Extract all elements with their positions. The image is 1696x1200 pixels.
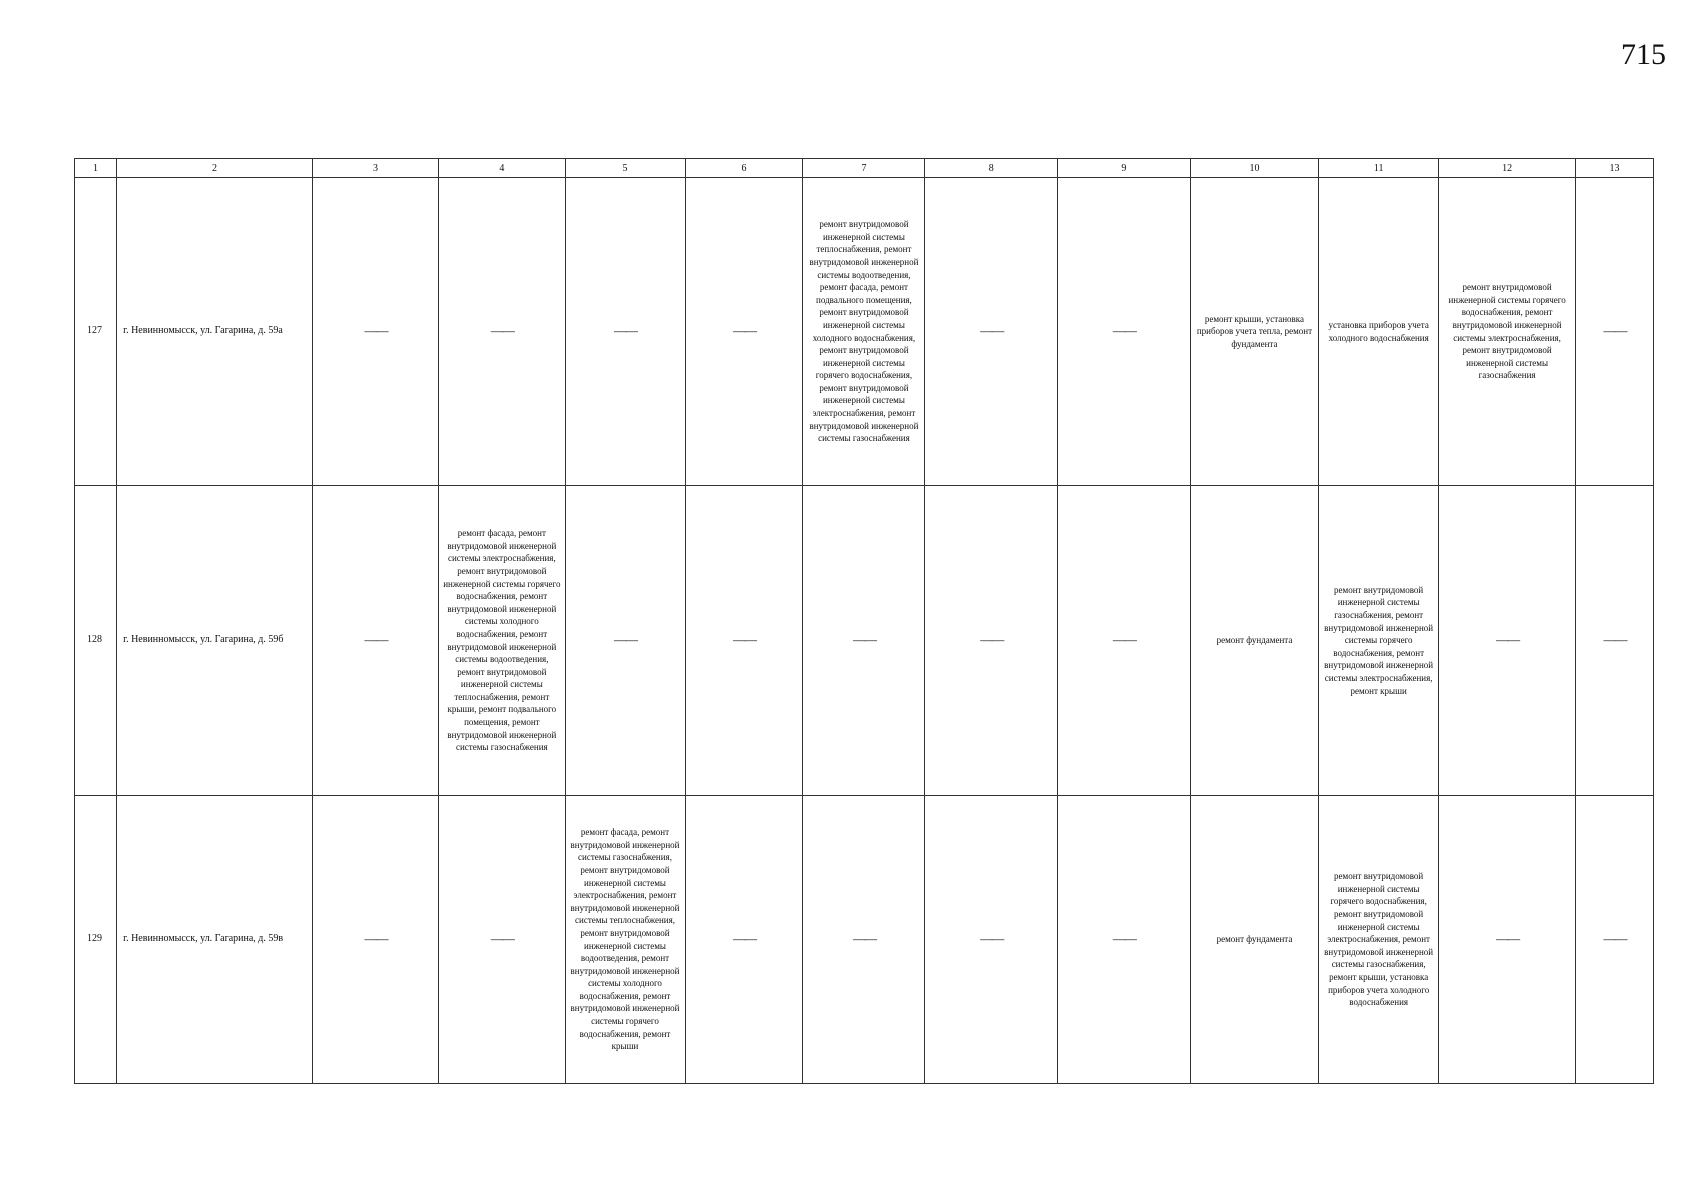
table-row [75,486,1654,796]
column-header: 13 [1576,159,1654,178]
row-number: 129 [75,796,117,1084]
repair-works-cell: ремонт фундамента [1190,486,1318,796]
repair-works-cell: ремонт внутридомовой инженерной системы газоснабжения, ремонт внутридомовой инженерной системы горячего водоснабжения, ремонт внутридомовой инженерной системы электроснабжения, ремонт крыши [1319,486,1439,796]
address-cell: г. Невинномысск, ул. Гагарина, д. 59б [117,486,313,796]
repair-works-cell: ремонт внутридомовой инженерной системы теплоснабжения, ремонт внутридомовой инженерной системы водоотведения, ремонт фасада, ремонт подвального помещения, ремонт внутридомовой инженерной системы холодного водоснабжения, ремонт внутридомовой инженерной системы горячего водоснабжения, ремонт внутридомовой инженерной системы электроснабжения, ремонт внутридомовой инженерной системы газоснабжения [803,178,925,486]
table-row [75,178,1654,486]
repair-plan-table-wrapper [74,158,1654,1084]
empty-dash-cell: —— [312,796,438,1084]
column-header: 7 [803,159,925,178]
empty-dash-cell: —— [1439,796,1576,1084]
repair-works-cell: установка приборов учета холодного водоснабжения [1319,178,1439,486]
empty-dash-cell: —— [685,178,803,486]
empty-dash-cell: —— [1058,486,1191,796]
empty-dash-cell: —— [439,796,565,1084]
row-number: 127 [75,178,117,486]
empty-dash-cell: —— [685,486,803,796]
column-header: 12 [1439,159,1576,178]
repair-works-cell: ремонт внутридомовой инженерной системы горячего водоснабжения, ремонт внутридомовой инженерной системы электроснабжения, ремонт внутридомовой инженерной системы газоснабжения, ремонт крыши, установка приборов учета холодного водоснабжения [1319,796,1439,1084]
repair-works-cell: ремонт фундамента [1190,796,1318,1084]
address-cell: г. Невинномысск, ул. Гагарина, д. 59в [117,796,313,1084]
address-cell: г. Невинномысск, ул. Гагарина, д. 59а [117,178,313,486]
empty-dash-cell: —— [1439,486,1576,796]
empty-dash-cell: —— [439,178,565,486]
empty-dash-cell: —— [1058,796,1191,1084]
column-header: 11 [1319,159,1439,178]
repair-works-cell: ремонт крыши, установка приборов учета тепла, ремонт фундамента [1190,178,1318,486]
empty-dash-cell: —— [803,796,925,1084]
repair-plan-table [74,158,1654,1084]
empty-dash-cell: —— [925,796,1058,1084]
empty-dash-cell: —— [312,486,438,796]
column-header: 2 [117,159,313,178]
row-number: 128 [75,486,117,796]
empty-dash-cell: —— [1576,796,1654,1084]
table-row [75,796,1654,1084]
empty-dash-cell: —— [1576,178,1654,486]
empty-dash-cell: —— [685,796,803,1084]
column-number-header-row [75,159,1654,178]
column-header: 4 [439,159,565,178]
repair-works-cell: ремонт внутридомовой инженерной системы горячего водоснабжения, ремонт внутридомовой инженерной системы электроснабжения, ремонт внутридомовой инженерной системы газоснабжения [1439,178,1576,486]
repair-works-cell: ремонт фасада, ремонт внутридомовой инженерной системы электроснабжения, ремонт внутридомовой инженерной системы горячего водоснабжения, ремонт внутридомовой инженерной системы холодного водоснабжения, ремонт внутридомовой инженерной системы водоотведения, ремонт внутридомовой инженерной системы теплоснабжения, ремонт крыши, ремонт подвального помещения, ремонт внутридомовой инженерной системы газоснабжения [439,486,565,796]
empty-dash-cell: —— [565,178,685,486]
column-header: 9 [1058,159,1191,178]
column-header: 5 [565,159,685,178]
column-header: 10 [1190,159,1318,178]
column-header: 8 [925,159,1058,178]
column-header: 3 [312,159,438,178]
column-header: 6 [685,159,803,178]
page-number: 715 [1621,38,1666,71]
column-header: 1 [75,159,117,178]
empty-dash-cell: —— [925,486,1058,796]
empty-dash-cell: —— [803,486,925,796]
empty-dash-cell: —— [1058,178,1191,486]
empty-dash-cell: —— [565,486,685,796]
empty-dash-cell: —— [312,178,438,486]
empty-dash-cell: —— [925,178,1058,486]
empty-dash-cell: —— [1576,486,1654,796]
repair-works-cell: ремонт фасада, ремонт внутридомовой инженерной системы газоснабжения, ремонт внутридомовой инженерной системы электроснабжения, ремонт внутридомовой инженерной системы теплоснабжения, ремонт внутридомовой инженерной системы водоотведения, ремонт внутридомовой инженерной системы холодного водоснабжения, ремонт внутридомовой инженерной системы горячего водоснабжения, ремонт крыши [565,796,685,1084]
